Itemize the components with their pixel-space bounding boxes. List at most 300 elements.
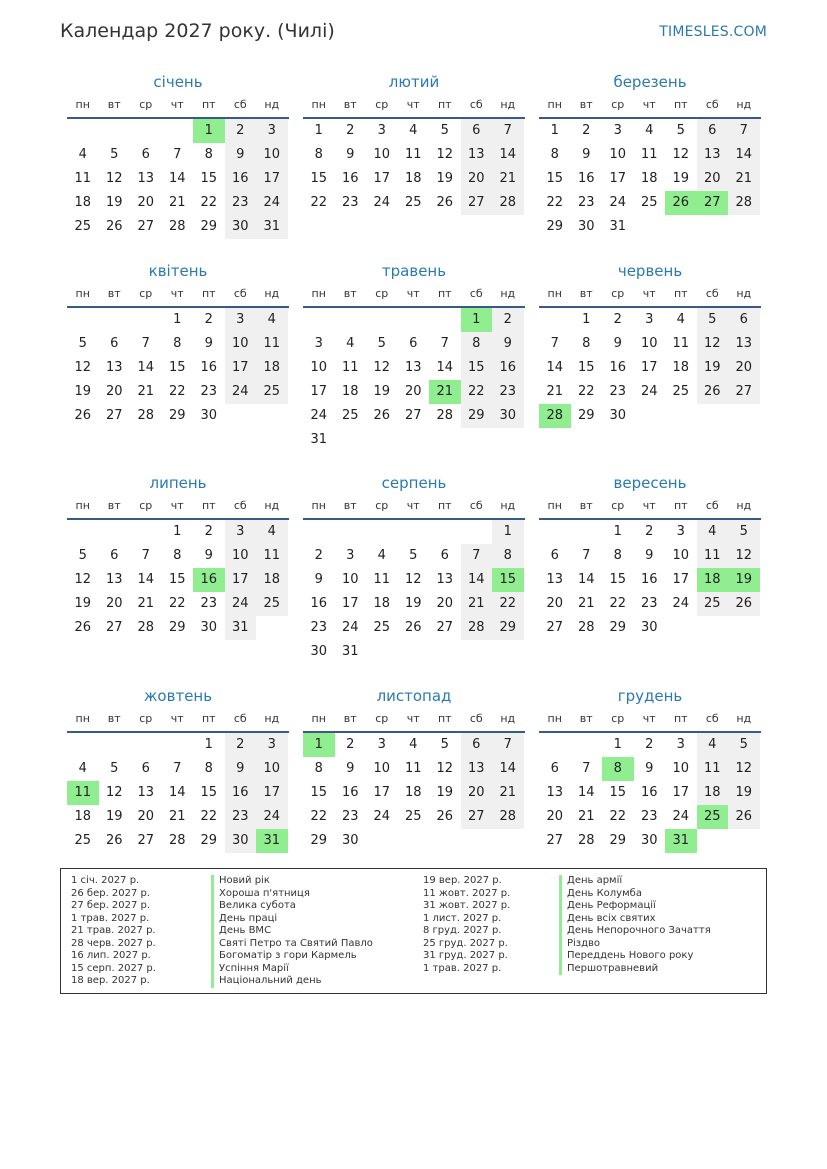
holiday-date: 25 груд. 2027 р. [423,937,508,949]
month-name: квітень [148,262,208,280]
day-cell: 1 [582,312,591,327]
day-cell: 9 [645,548,654,563]
day-cell: 19 [697,356,729,380]
day-cell: 9 [204,548,213,563]
day-cell: 23 [577,195,595,210]
day-cell: 16 [341,171,359,186]
day-cell: 5 [110,147,119,162]
day-cell: 7 [492,119,524,143]
month-5 [303,259,525,452]
empty-cell [539,733,571,757]
weekday-label: ср [611,98,625,111]
day-cell: 15 [200,171,218,186]
weekday-label: пт [437,98,452,111]
day-cell: 17 [373,171,391,186]
day-cell: 29 [461,404,493,428]
day-cell: 9 [613,336,622,351]
day-cell: 9 [225,143,257,167]
day-cell: 12 [436,761,454,776]
weekday-label: чт [642,287,656,300]
day-cell: 26 [373,408,391,423]
month-name: березень [613,73,687,91]
day-cell: 24 [672,596,690,611]
empty-cell [398,308,430,332]
day-cell: 13 [697,143,729,167]
weekday-label: пн [547,287,562,300]
site-link[interactable]: TIMESLES.COM [659,24,767,40]
day-cell: 22 [461,380,493,404]
day-cell: 1 [613,524,622,539]
day-cell: 4 [256,308,288,332]
day-cell: 6 [461,733,493,757]
weekday-label: вт [343,287,357,300]
month-3 [539,70,761,239]
day-cell: 15 [609,572,627,587]
day-cell: 20 [105,596,123,611]
weekday-label: пт [673,499,688,512]
weekday-label: нд [736,98,752,111]
holiday-name: Національний день [211,975,373,988]
day-cell: 27 [105,620,123,635]
day-cell: 23 [640,809,658,824]
day-cell: 7 [440,336,449,351]
day-cell: 19 [436,785,454,800]
day-cell: 21 [577,596,595,611]
days-grid [539,520,761,640]
day-cell: 18 [74,809,92,824]
day-cell: 29 [200,833,218,848]
weekday-label: вт [107,712,121,725]
day-cell: 28 [137,408,155,423]
empty-cell [539,520,571,544]
day-cell: 13 [137,785,155,800]
day-cell: 19 [105,809,123,824]
weekday-label: чт [406,287,420,300]
day-cell: 21 [577,809,595,824]
weekday-label: нд [264,287,280,300]
empty-cell [398,520,430,544]
holiday-date: 1 лист. 2027 р. [423,912,502,924]
day-cell: 18 [74,195,92,210]
day-cell: 12 [74,360,92,375]
day-cell: 18 [404,171,422,186]
day-cell: 13 [404,360,422,375]
day-cell: 11 [256,332,288,356]
holiday-name: Новий рік [211,875,373,888]
day-cell: 29 [609,620,627,635]
day-cell: 26 [728,592,760,616]
day-cell: 23 [640,596,658,611]
day-cell: 13 [137,171,155,186]
day-cell: 22 [310,809,328,824]
weekday-label: ср [611,712,625,725]
day-cell: 23 [341,195,359,210]
weekday-header [539,94,761,119]
holiday-day: 25 [697,805,729,829]
day-cell: 30 [640,620,658,635]
days-grid [67,733,289,853]
day-cell: 1 [314,123,323,138]
day-cell: 2 [492,308,524,332]
day-cell: 19 [74,384,92,399]
weekday-label: сб [233,499,247,512]
day-cell: 14 [137,360,155,375]
empty-cell [539,308,571,332]
day-cell: 11 [256,544,288,568]
day-cell: 25 [256,380,288,404]
day-cell: 21 [492,781,524,805]
day-cell: 2 [204,524,213,539]
day-cell: 9 [346,147,355,162]
weekday-label: сб [705,287,719,300]
day-cell: 7 [141,548,150,563]
day-cell: 25 [672,384,690,399]
day-cell: 25 [74,219,92,234]
day-cell: 8 [173,336,182,351]
month-10 [67,684,289,853]
day-cell: 30 [200,408,218,423]
day-cell: 8 [314,147,323,162]
day-cell: 8 [314,761,323,776]
day-cell: 18 [672,360,690,375]
day-cell: 15 [310,171,328,186]
day-cell: 28 [137,620,155,635]
day-cell: 15 [168,572,186,587]
weekday-label: вт [343,712,357,725]
weekday-label: ср [611,499,625,512]
day-cell: 9 [204,336,213,351]
weekday-label: пн [311,499,326,512]
holiday-date: 26 бер. 2027 р. [71,887,151,899]
day-cell: 13 [546,785,564,800]
day-cell: 5 [377,336,386,351]
empty-cell [130,520,162,544]
empty-cell [99,119,131,143]
weekday-label: пн [75,499,90,512]
day-cell: 6 [141,761,150,776]
day-cell: 2 [225,119,257,143]
month-4 [67,259,289,428]
empty-cell [461,520,493,544]
day-cell: 19 [404,596,422,611]
holiday-day: 26 [665,191,697,215]
day-cell: 22 [609,596,627,611]
day-cell: 12 [672,147,690,162]
holiday-day: 31 [665,829,697,853]
weekday-label: пт [201,287,216,300]
month-name: серпень [381,474,447,492]
holiday-name: Святі Петро та Святий Павло [211,938,373,951]
weekday-label: чт [406,98,420,111]
holiday-legend [60,868,767,994]
day-cell: 30 [225,215,257,239]
day-cell: 27 [404,408,422,423]
day-cell: 5 [697,308,729,332]
day-cell: 10 [341,572,359,587]
day-cell: 1 [173,312,182,327]
month-12 [539,684,761,853]
day-cell: 7 [582,761,591,776]
day-cell: 21 [546,384,564,399]
month-name: листопад [376,687,452,705]
day-cell: 3 [346,548,355,563]
holiday-name: Переддень Нового року [559,950,711,963]
day-cell: 9 [225,757,257,781]
day-cell: 20 [546,809,564,824]
holiday-date: 31 жовт. 2027 р. [423,900,511,911]
day-cell: 18 [373,596,391,611]
day-cell: 27 [436,620,454,635]
day-cell: 5 [440,123,449,138]
day-cell: 29 [168,408,186,423]
day-cell: 2 [314,548,323,563]
day-cell: 14 [492,143,524,167]
day-cell: 2 [645,737,654,752]
weekday-label: вт [579,98,593,111]
weekday-label: чт [170,712,184,725]
day-cell: 10 [256,757,288,781]
day-cell: 12 [105,785,123,800]
day-cell: 30 [492,404,524,428]
day-cell: 22 [200,195,218,210]
day-cell: 17 [225,568,257,592]
weekday-label: ср [139,287,153,300]
day-cell: 6 [110,336,119,351]
day-cell: 8 [173,548,182,563]
month-name: вересень [613,474,687,492]
day-cell: 10 [256,143,288,167]
day-cell: 4 [346,336,355,351]
weekday-label: пт [201,712,216,725]
holiday-name: День армії [559,875,711,888]
weekday-label: чт [406,712,420,725]
weekday-header [539,495,761,520]
weekday-label: нд [264,712,280,725]
weekday-header [67,283,289,308]
day-cell: 17 [373,785,391,800]
holiday-name: День Непорочного Зачаття [559,925,711,938]
days-grid [539,733,761,853]
day-cell: 11 [404,761,422,776]
weekday-header [539,708,761,733]
holiday-name: День ВМС [211,925,373,938]
month-11 [303,684,525,853]
day-cell: 27 [461,805,493,829]
day-cell: 5 [440,737,449,752]
day-cell: 20 [404,384,422,399]
day-cell: 10 [225,544,257,568]
day-cell: 14 [577,572,595,587]
holiday-date: 8 груд. 2027 р. [423,925,502,936]
weekday-label: сб [469,287,483,300]
day-cell: 5 [728,733,760,757]
day-cell: 16 [609,360,627,375]
weekday-label: нд [264,98,280,111]
day-cell: 20 [697,167,729,191]
weekday-label: пн [75,98,90,111]
weekday-label: пн [311,98,326,111]
day-cell: 1 [204,737,213,752]
day-cell: 30 [609,408,627,423]
weekday-label: ср [611,287,625,300]
day-cell: 20 [105,384,123,399]
weekday-label: пн [75,712,90,725]
day-cell: 14 [577,785,595,800]
holiday-day: 27 [697,191,729,215]
day-cell: 3 [676,737,685,752]
day-cell: 19 [728,781,760,805]
weekday-label: пт [437,499,452,512]
weekday-label: чт [170,98,184,111]
day-cell: 31 [225,616,257,640]
holiday-date: 16 лип. 2027 р. [71,950,151,961]
day-cell: 4 [78,761,87,776]
day-cell: 16 [640,785,658,800]
day-cell: 11 [697,757,729,781]
day-cell: 7 [173,761,182,776]
holiday-day: 31 [256,829,288,853]
day-cell: 4 [409,737,418,752]
day-cell: 4 [697,520,729,544]
day-cell: 30 [225,829,257,853]
weekday-label: нд [500,98,516,111]
month-name: травень [381,262,447,280]
day-cell: 17 [256,167,288,191]
day-cell: 25 [697,592,729,616]
weekday-label: пт [201,499,216,512]
day-cell: 31 [256,215,288,239]
day-cell: 25 [640,195,658,210]
day-cell: 21 [492,167,524,191]
day-cell: 16 [225,781,257,805]
days-grid [303,119,525,215]
day-cell: 11 [672,336,690,351]
day-cell: 26 [697,380,729,404]
day-cell: 24 [373,195,391,210]
day-cell: 3 [314,336,323,351]
days-grid [303,308,525,452]
empty-cell [335,308,367,332]
weekday-header [303,283,525,308]
weekday-label: вт [107,287,121,300]
weekday-label: сб [469,499,483,512]
day-cell: 26 [74,408,92,423]
day-cell: 11 [640,147,658,162]
day-cell: 22 [609,809,627,824]
day-cell: 24 [609,195,627,210]
day-cell: 3 [377,737,386,752]
day-cell: 8 [204,761,213,776]
month-8 [303,471,525,664]
day-cell: 27 [546,620,564,635]
day-cell: 22 [168,596,186,611]
day-cell: 29 [609,833,627,848]
day-cell: 10 [672,548,690,563]
empty-cell [335,520,367,544]
holiday-day: 15 [492,568,524,592]
day-cell: 26 [105,219,123,234]
day-cell: 14 [168,785,186,800]
day-cell: 26 [728,805,760,829]
empty-cell [303,520,335,544]
day-cell: 18 [256,568,288,592]
weekday-label: нд [264,499,280,512]
day-cell: 6 [697,119,729,143]
empty-cell [366,520,398,544]
month-name: січень [153,73,203,91]
day-cell: 11 [373,572,391,587]
holiday-date: 11 жовт. 2027 р. [423,887,511,899]
days-grid [67,119,289,239]
day-cell: 3 [225,308,257,332]
day-cell: 18 [341,384,359,399]
day-cell: 1 [173,524,182,539]
weekday-label: пн [547,98,562,111]
day-cell: 15 [310,785,328,800]
day-cell: 15 [168,360,186,375]
day-cell: 14 [492,757,524,781]
weekday-label: чт [642,712,656,725]
month-name: жовтень [143,687,213,705]
day-cell: 11 [74,171,92,186]
weekday-label: сб [469,712,483,725]
holiday-name: Успіння Марії [211,963,373,976]
weekday-label: сб [705,712,719,725]
day-cell: 16 [225,167,257,191]
day-cell: 23 [492,380,524,404]
weekday-label: пт [437,287,452,300]
day-cell: 17 [672,785,690,800]
weekday-header [303,495,525,520]
day-cell: 11 [697,544,729,568]
weekday-label: вт [343,98,357,111]
day-cell: 17 [609,171,627,186]
month-7 [67,471,289,640]
day-cell: 12 [373,360,391,375]
day-cell: 25 [74,833,92,848]
days-grid [539,308,761,428]
day-cell: 27 [546,833,564,848]
day-cell: 28 [577,620,595,635]
day-cell: 27 [461,191,493,215]
month-1 [67,70,289,239]
day-cell: 2 [346,737,355,752]
legend-names-left [211,875,373,988]
day-cell: 24 [256,805,288,829]
day-cell: 17 [256,781,288,805]
day-cell: 15 [200,785,218,800]
day-cell: 8 [461,332,493,356]
day-cell: 10 [672,761,690,776]
day-cell: 13 [105,572,123,587]
holiday-date: 28 черв. 2027 р. [71,937,156,949]
day-cell: 30 [341,833,359,848]
holiday-date: 1 трав. 2027 р. [423,962,502,974]
day-cell: 23 [609,384,627,399]
day-cell: 7 [550,336,559,351]
day-cell: 28 [168,833,186,848]
day-cell: 7 [582,548,591,563]
day-cell: 13 [728,332,760,356]
holiday-name: Різдво [559,938,711,951]
day-cell: 19 [74,596,92,611]
holiday-name: Богоматір з гори Кармель [211,950,373,963]
weekday-label: сб [233,287,247,300]
day-cell: 12 [728,757,760,781]
day-cell: 4 [645,123,654,138]
empty-cell [162,733,194,757]
day-cell: 23 [341,809,359,824]
